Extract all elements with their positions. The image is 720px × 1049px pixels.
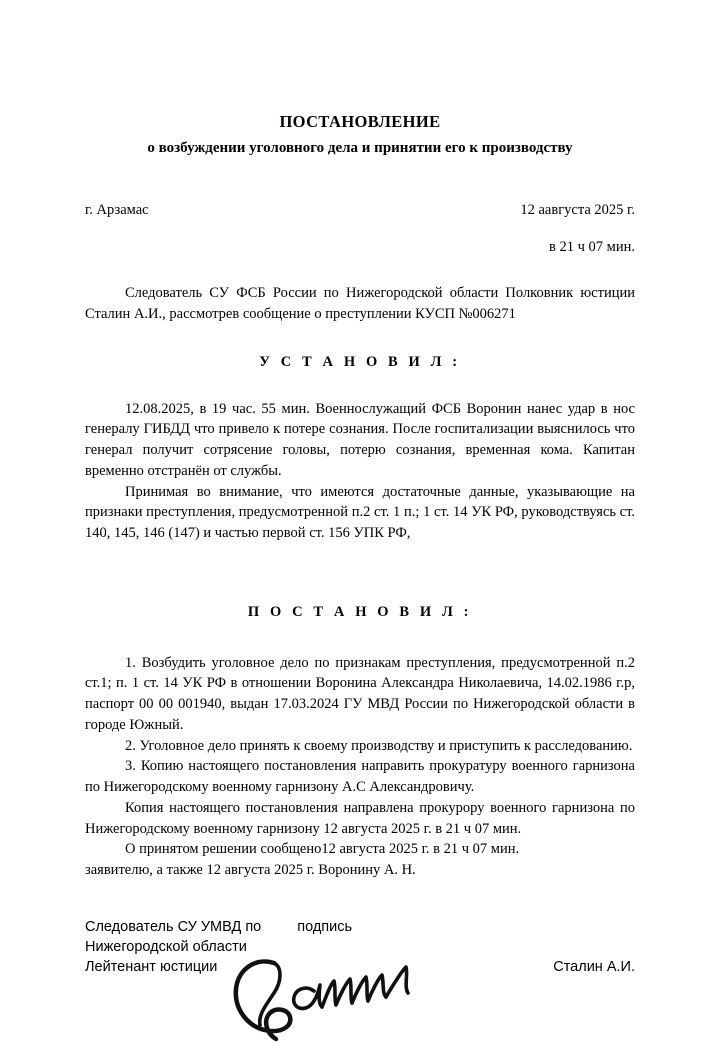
signature-role-line-3 [85,957,635,977]
copy-notice-paragraph: Копия настоящего постановления направлена прокурору военного гарнизона по Нижегородскому военному гарнизону 12 августа 2025 г. в 21 ч 07 мин. [85,799,635,837]
page-subtitle: о возбуждении уголовного дела и принятии его к производству [147,139,573,156]
heading-ustanovil: У С Т А Н О В И Л : [259,353,461,370]
signature-role-line-1 [85,917,635,937]
date-label: 12 аавгуста 2025 г. [520,202,635,219]
signature-role-text-3: Лейтенант юстиции [85,958,218,975]
time-row [85,239,635,256]
signature-role-text-2: Нижегородской области [85,938,247,955]
time-label: в 21 ч 07 мин. [549,239,635,256]
grounds-paragraph: Принимая во внимание, что имеются достаточные данные, указывающие на признаки преступления, предусмотренной п.2 ст. 1 п.; 1 ст. 14 УК РФ, руководствуясь ст. 140, 145, 146 (147) и частью первой ст. 156 УПК РФ, [85,483,635,541]
decision-item-1: 1. Возбудить уголовное дело по признакам преступления, предусмотренной п.2 ст.1; п. 1 ст. 14 УК РФ в отношении Воронина Александра Николаевича, 14.02.1986 г.р, паспорт 00 00 001940, выдан 17.03.2024 ГУ МВД России по Нижегородской области в городе Южный. [85,654,635,733]
signature-podpis-label: подпись [297,918,353,935]
notification-line-1: О принятом решении сообщено12 августа 2025 г. в 21 ч 07 мин. [125,841,520,858]
decision-item-2: 2. Уголовное дело принять к своему производству и приступить к расследованию. [125,737,633,754]
heading-postanovil: П О С Т А Н О В И Л : [247,603,473,620]
notification-line-2: заявителю, а также 12 августа 2025 г. Воронину А. Н. [85,862,416,879]
signature-role-line-2 [85,937,635,957]
intro-paragraph: Следователь СУ ФСБ России по Нижегородской области Полковник юстиции Сталин А.И., рассмотрев сообщение о преступлении КУСП №006271 [85,285,635,322]
signature-block [85,917,635,977]
city-label: г. Арзамас [85,202,149,219]
facts-paragraph: 12.08.2025, в 19 час. 55 мин. Военнослужащий ФСБ Воронин нанес удар в нос генералу ГИБДД что привело к потере сознания. После госпитализации выяснилось что генерал получит сотрясение головы, потерю сознания, временная кома. Капитан временно отстранён от службы. [85,400,635,479]
decision-item-3: 3. Копию настоящего постановления направить прокуратуру военного гарнизона по Нижегородскому военному гарнизону А.С Александровичу. [85,758,635,796]
signer-name: Сталин А.И. [553,958,635,975]
page-title: ПОСТАНОВЛЕНИЕ [279,112,441,131]
place-date-row [85,202,635,219]
signature-role-text-1: Следователь СУ УМВД по [85,918,262,935]
